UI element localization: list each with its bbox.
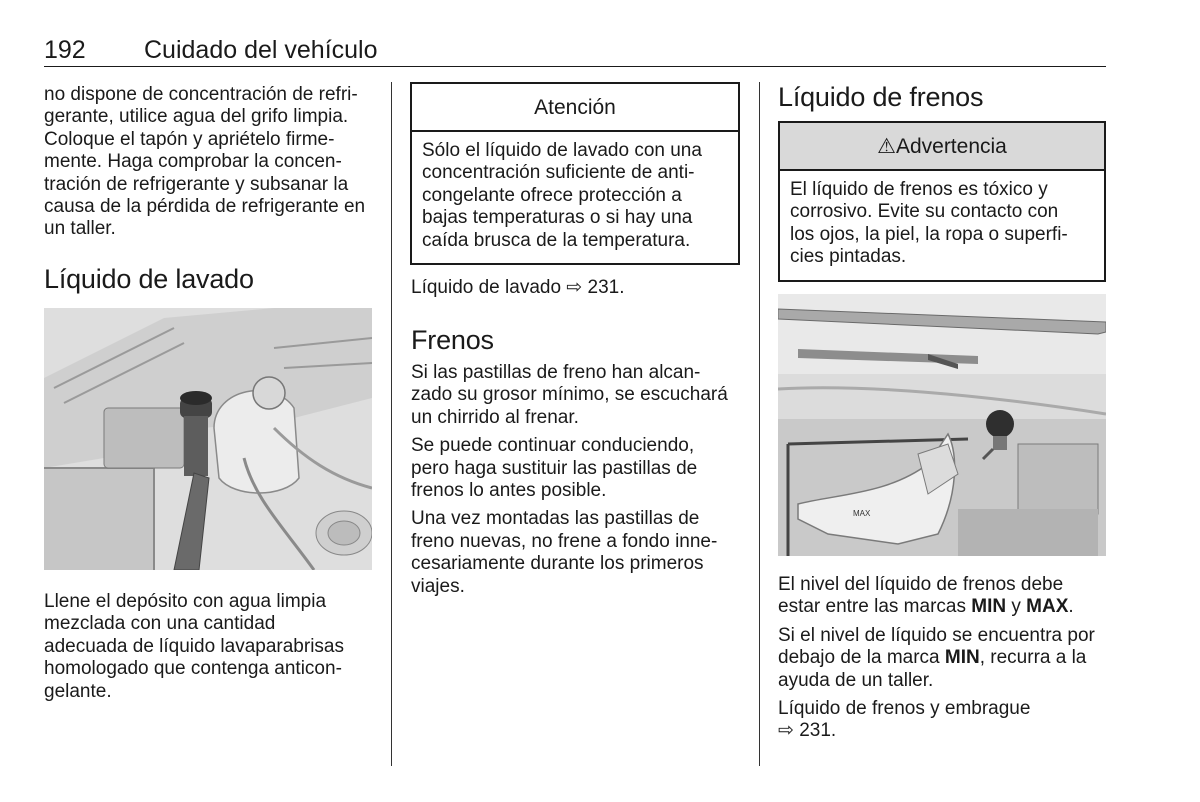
paragraph-1-text: El nivel del líquido de frenos debe estar entre las marcas — [778, 574, 1064, 618]
min-mark-label: MIN — [971, 596, 1007, 618]
brakes-paragraph-3: Una vez montadas las pastillas de freno nuevas, no frene a fondo inne- cesariamente durante los primeros viajes. — [411, 508, 718, 597]
warning-header — [780, 123, 1104, 171]
warning-triangle-icon: ⚠ — [877, 135, 896, 158]
brakes-paragraph-1: Si las pastillas de freno han alcan- zado su grosor mínimo, se escuchará un chirrido al frenar. — [411, 362, 728, 428]
brake-fluid-heading-wrap — [778, 82, 983, 113]
paragraph-2-text: Si el nivel de líquido se encuentra por debajo de la marca — [778, 624, 1095, 669]
warning-title: Advertencia — [895, 135, 1007, 158]
washer-fluid-heading-wrap — [44, 264, 254, 295]
reference-page-link-brake[interactable]: 231. — [799, 720, 837, 742]
reference-arrow-icon[interactable]: ⇨ — [566, 277, 583, 298]
reference-page-link[interactable]: 231. — [587, 277, 625, 298]
coolant-paragraph: no dispone de concentración de refri- gerante, utilice agua del grifo limpia. Coloque el tapón y apriételo firme- mente. Haga comprobar la concen- tración de refrigerante y subsanar la causa de la pérdida de refrigerante en un taller. — [44, 84, 366, 240]
paragraph-2-end: , recurra a la ayuda de un taller. — [778, 647, 1087, 691]
column-1-intro — [44, 84, 374, 241]
reference-arrow-icon-brake[interactable]: ⇨ — [778, 720, 794, 742]
column-divider-2 — [759, 82, 760, 766]
brake-fluid-reservoir-image — [778, 294, 1106, 556]
attention-title: Atención — [412, 84, 738, 132]
brake-reservoir-illustration — [778, 294, 1106, 556]
washer-fluid-engine-image — [44, 308, 372, 570]
warning-text: El líquido de frenos es tóxico y corrosivo. Evite su contacto con los ojos, la piel, la ropa o superfi- cies pintadas. — [790, 179, 1068, 268]
warning-box — [778, 121, 1106, 282]
min-mark-label-2: MIN — [944, 647, 980, 669]
section-title: Cuidado del vehículo — [144, 36, 378, 64]
brake-fluid-paragraph-1 — [778, 574, 1113, 619]
brake-fluid-paragraph-2 — [778, 625, 1113, 692]
page-header — [44, 36, 1106, 67]
max-marking-label: MAX — [853, 509, 871, 518]
brake-fluid-heading: Líquido de frenos — [778, 82, 984, 112]
attention-text: Sólo el líquido de lavado con una concentración suficiente de anti- congelante ofrece protección a bajas temperaturas o si hay una caída brusca de la temperatura. — [422, 140, 702, 251]
washer-fluid-heading: Líquido de lavado — [44, 264, 254, 294]
brakes-text — [411, 362, 746, 598]
washer-fluid-caption-wrap — [44, 591, 374, 703]
max-mark-label: MAX — [1026, 596, 1069, 618]
column-divider-1 — [391, 82, 392, 766]
brake-fluid-text — [778, 574, 1113, 743]
paragraph-1-end: . — [1068, 596, 1074, 618]
washer-reservoir-illustration — [44, 308, 372, 570]
brakes-paragraph-2: Se puede continuar conduciendo, pero haga sustituir las pastillas de frenos lo antes posible. — [411, 435, 698, 502]
reference-text-brake: Líquido de frenos y embrague — [778, 698, 1031, 720]
reference-text: Líquido de lavado — [411, 277, 562, 298]
page-number: 192 — [44, 36, 86, 64]
brakes-heading-wrap — [411, 325, 494, 356]
paragraph-1-connector: y — [1006, 596, 1027, 618]
washer-fluid-reference — [411, 277, 741, 299]
brakes-heading: Frenos — [411, 325, 494, 355]
attention-box — [410, 82, 740, 265]
washer-fluid-caption: Llene el depósito con agua limpia mezclada con una cantidad adecuada de líquido lavaparabrisas homologado que contenga anticon- gelante. — [44, 591, 344, 702]
brake-fluid-reference — [778, 698, 1113, 743]
